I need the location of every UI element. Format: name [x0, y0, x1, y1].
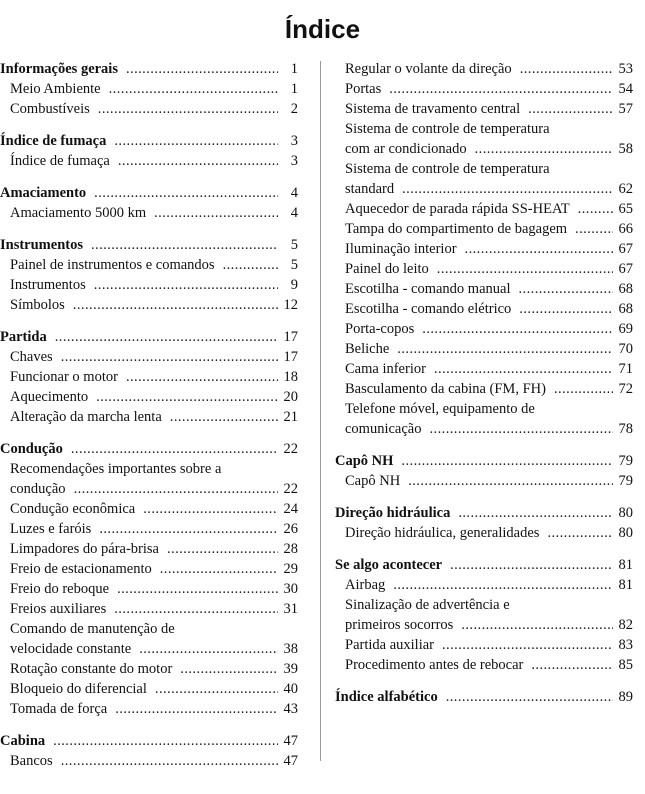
toc-entry-label-line: Comando de manutenção de	[10, 621, 175, 637]
page-number: 67	[618, 241, 633, 257]
toc-entry-label: Freios auxiliares	[10, 601, 107, 617]
toc-section	[335, 503, 633, 543]
toc-entry-partida-auxiliar[interactable]	[335, 635, 633, 655]
dot-leader	[94, 183, 278, 203]
dot-leader	[180, 659, 277, 679]
page-number: 17	[283, 349, 298, 365]
page-number: 69	[618, 321, 633, 337]
toc-entry-iluminacao-interior[interactable]	[335, 239, 633, 259]
toc-section	[0, 731, 298, 771]
dot-leader	[520, 59, 613, 79]
toc-entry-label: condução	[10, 481, 66, 497]
dot-leader	[389, 79, 612, 99]
page-number: 65	[618, 201, 633, 217]
toc-entry-label: Basculamento da cabina (FM, FH)	[345, 381, 546, 397]
dot-leader	[61, 751, 278, 771]
toc-entry-combustiveis[interactable]	[0, 99, 298, 119]
toc-heading-indice-de-fumaca[interactable]	[0, 131, 298, 151]
dot-leader	[475, 139, 613, 159]
toc-entry-label: Tampa do compartimento de bagagem	[345, 221, 568, 237]
toc-entry-limpadores-do-para-brisa[interactable]	[0, 539, 298, 559]
page-number: 80	[618, 505, 633, 521]
toc-entry-basculamento-da-cabina-fm-fh[interactable]	[335, 379, 633, 399]
page-number: 30	[283, 581, 298, 597]
toc-entry-label: Funcionar o motor	[10, 369, 118, 385]
toc-entry-label: Instrumentos	[0, 237, 83, 253]
toc-heading-amaciamento[interactable]	[0, 183, 298, 203]
page-number: 17	[283, 329, 298, 345]
page-number: 66	[618, 221, 633, 237]
dot-leader	[450, 555, 612, 575]
dot-leader	[74, 479, 278, 499]
toc-entry-label: Painel de instrumentos e comandos	[10, 257, 215, 273]
toc-entry-conducao[interactable]	[0, 459, 298, 499]
toc-entry-simbolos[interactable]	[0, 295, 298, 315]
toc-heading-direcao-hidraulica[interactable]	[335, 503, 633, 523]
toc-entry-rotacao-constante-do-motor[interactable]	[0, 659, 298, 679]
page-number: 22	[283, 441, 298, 457]
toc-entry-capo-nh[interactable]	[335, 471, 633, 491]
page-number: 5	[290, 237, 298, 253]
dot-leader	[397, 339, 612, 359]
dot-leader	[115, 699, 277, 719]
page-number: 89	[618, 689, 633, 705]
toc-entry-luzes-e-farois[interactable]	[0, 519, 298, 539]
dot-leader	[139, 639, 277, 659]
toc-entry-aquecimento[interactable]	[0, 387, 298, 407]
toc-entry-freio-do-reboque[interactable]	[0, 579, 298, 599]
toc-heading-instrumentos[interactable]	[0, 235, 298, 255]
dot-leader	[109, 79, 278, 99]
dot-leader	[118, 151, 278, 171]
page-number: 47	[283, 733, 298, 749]
toc-entry-label: Direção hidráulica, generalidades	[345, 525, 540, 541]
page-number: 53	[618, 61, 633, 77]
toc-entry-label: Instrumentos	[10, 277, 86, 293]
dot-leader	[96, 387, 277, 407]
dot-leader	[114, 599, 277, 619]
page-number: 67	[618, 261, 633, 277]
dot-leader	[434, 359, 613, 379]
dot-leader	[61, 347, 278, 367]
toc-entry-label: Sistema de travamento central	[345, 101, 521, 117]
dot-leader	[117, 579, 277, 599]
toc-entry-funcionar-o-motor[interactable]	[0, 367, 298, 387]
toc-entry-label: Procedimento antes de rebocar	[345, 657, 524, 673]
toc-entry-alteracao-da-marcha-lenta[interactable]	[0, 407, 298, 427]
page-number: 80	[618, 525, 633, 541]
toc-entry-tampa-do-compartimento-de-bagagem[interactable]	[335, 219, 633, 239]
toc-heading-informacoes-gerais[interactable]	[0, 59, 298, 79]
toc-entry-label: Escotilha - comando manual	[345, 281, 511, 297]
toc-entry-label-line: Sinalização de advertência e	[345, 597, 510, 613]
toc-entry-label: Informações gerais	[0, 61, 118, 77]
dot-leader	[167, 539, 278, 559]
toc-entry-painel-do-leito[interactable]	[335, 259, 633, 279]
toc-entry-label: Cabina	[0, 733, 46, 749]
toc-entry-label: Freio de estacionamento	[10, 561, 152, 577]
dot-leader	[71, 439, 278, 459]
page-number: 3	[290, 133, 298, 149]
page-number: 79	[618, 453, 633, 469]
page-number: 70	[618, 341, 633, 357]
dot-leader	[94, 275, 278, 295]
toc-entry-label: Tomada de força	[10, 701, 108, 717]
toc-entry-label: Freio do reboque	[10, 581, 110, 597]
toc-entry-label: Airbag	[345, 577, 386, 593]
toc-entry-label: standard	[345, 181, 395, 197]
page-number: 71	[618, 361, 633, 377]
page-number: 9	[290, 277, 298, 293]
toc-entry-label: Partida auxiliar	[345, 637, 434, 653]
toc-entry-label: Luzes e faróis	[10, 521, 92, 537]
toc-entry-label: Bancos	[10, 753, 53, 769]
dot-leader	[99, 519, 277, 539]
toc-entry-label-line: Telefone móvel, equipamento de	[345, 401, 535, 417]
toc-heading-partida[interactable]	[0, 327, 298, 347]
toc-entry-label-line: Recomendações importantes sobre a	[10, 461, 222, 477]
toc-entry-instrumentos[interactable]	[0, 275, 298, 295]
toc-entry-label: Cama inferior	[345, 361, 426, 377]
toc-heading-conducao[interactable]	[0, 439, 298, 459]
page-number: 4	[290, 185, 298, 201]
page-number: 31	[283, 601, 298, 617]
dot-leader	[154, 203, 278, 223]
toc-entry-label: Aquecimento	[10, 389, 89, 405]
page-number: 58	[618, 141, 633, 157]
toc-entry-freios-auxiliares[interactable]	[0, 599, 298, 619]
toc-entry-label: Bloqueio do diferencial	[10, 681, 147, 697]
page-number: 5	[290, 257, 298, 273]
toc-entry-portas[interactable]	[335, 79, 633, 99]
dot-leader	[578, 199, 613, 219]
dot-leader	[437, 259, 613, 279]
dot-leader	[442, 635, 613, 655]
toc-entry-label: Símbolos	[10, 297, 65, 313]
page-number: 1	[290, 61, 298, 77]
page-number: 12	[283, 297, 298, 313]
page-number: 21	[283, 409, 298, 425]
page-number: 62	[618, 181, 633, 197]
toc-entry-label: Capô NH	[345, 473, 401, 489]
page-number: 38	[283, 641, 298, 657]
toc-entry-bloqueio-do-diferencial[interactable]	[0, 679, 298, 699]
toc-entry-label: Amaciamento	[0, 185, 87, 201]
page-number: 40	[283, 681, 298, 697]
toc-entry-label: primeiros socorros	[345, 617, 454, 633]
toc-entry-painel-de-instrumentos-e-comandos[interactable]	[0, 255, 298, 275]
toc-entry-beliche[interactable]	[335, 339, 633, 359]
dot-leader	[401, 451, 612, 471]
toc-entry-bancos[interactable]	[0, 751, 298, 771]
dot-leader	[393, 575, 612, 595]
toc-entry-sistema-de-travamento-central[interactable]	[335, 99, 633, 119]
page-number: 29	[283, 561, 298, 577]
toc-entry-label: Índice de fumaça	[0, 133, 107, 149]
page-number: 81	[618, 577, 633, 593]
toc-heading-cabina[interactable]	[0, 731, 298, 751]
toc-entry-label: Rotação constante do motor	[10, 661, 173, 677]
toc-entry-procedimento-antes-de-rebocar[interactable]	[335, 655, 633, 675]
toc-entry-escotilha-comando-manual[interactable]	[335, 279, 633, 299]
page-number: 68	[618, 281, 633, 297]
page-number: 79	[618, 473, 633, 489]
dot-leader	[458, 503, 612, 523]
dot-leader	[126, 367, 278, 387]
dot-leader	[465, 239, 613, 259]
dot-leader	[114, 131, 278, 151]
toc-entry-label: Índice alfabético	[335, 689, 438, 705]
toc-entry-label: Meio Ambiente	[10, 81, 101, 97]
toc-entry-label: com ar condicionado	[345, 141, 467, 157]
page-number: 4	[290, 205, 298, 221]
toc-section	[0, 327, 298, 427]
page-number: 18	[283, 369, 298, 385]
toc-entry-label: Se algo acontecer	[335, 557, 443, 573]
toc-entry-label: Chaves	[10, 349, 53, 365]
dot-leader	[223, 255, 278, 275]
toc-right-column	[335, 59, 633, 719]
page-number: 47	[283, 753, 298, 769]
toc-entry-label: Direção hidráulica	[335, 505, 451, 521]
page-number: 1	[290, 81, 298, 97]
dot-leader	[519, 299, 612, 319]
toc-entry-amaciamento-5000-km[interactable]	[0, 203, 298, 223]
toc-entry-label: Condução econômica	[10, 501, 136, 517]
dot-leader	[461, 615, 612, 635]
toc-entry-freio-de-estacionamento[interactable]	[0, 559, 298, 579]
toc-entry-label: Aquecedor de parada rápida SS-HEAT	[345, 201, 570, 217]
toc-entry-label: Capô NH	[335, 453, 394, 469]
toc-entry-label: Amaciamento 5000 km	[10, 205, 147, 221]
toc-section	[335, 687, 633, 707]
page-number: 85	[618, 657, 633, 673]
toc-entry-velocidade-constante[interactable]	[0, 619, 298, 659]
toc-entry-regular-o-volante-da-direcao[interactable]	[335, 59, 633, 79]
toc-section	[0, 183, 298, 223]
page-number: 43	[283, 701, 298, 717]
toc-entry-airbag[interactable]	[335, 575, 633, 595]
toc-entry-label: Combustíveis	[10, 101, 90, 117]
dot-leader	[126, 59, 278, 79]
dot-leader	[91, 235, 278, 255]
dot-leader	[531, 655, 612, 675]
toc-entry-meio-ambiente[interactable]	[0, 79, 298, 99]
toc-entry-label: Regular o volante da direção	[345, 61, 512, 77]
dot-leader	[160, 559, 278, 579]
toc-entry-cama-inferior[interactable]	[335, 359, 633, 379]
toc-entry-label: comunicação	[345, 421, 422, 437]
toc-section	[0, 131, 298, 171]
page-number: 72	[618, 381, 633, 397]
toc-entry-tomada-de-forca[interactable]	[0, 699, 298, 719]
page-number: 22	[283, 481, 298, 497]
toc-entry-chaves[interactable]	[0, 347, 298, 367]
page-number: 3	[290, 153, 298, 169]
toc-entry-escotilha-comando-eletrico[interactable]	[335, 299, 633, 319]
dot-leader	[528, 99, 612, 119]
page-number: 39	[283, 661, 298, 677]
toc-entry-label: Iluminação interior	[345, 241, 457, 257]
dot-leader	[430, 419, 613, 439]
dot-leader	[547, 523, 612, 543]
toc-entry-direcao-hidraulica-generalidades[interactable]	[335, 523, 633, 543]
page-number: 83	[618, 637, 633, 653]
dot-leader	[446, 687, 613, 707]
dot-leader	[73, 295, 278, 315]
dot-leader	[53, 731, 277, 751]
toc-entry-label: Portas	[345, 81, 382, 97]
page-number: 68	[618, 301, 633, 317]
toc-section	[335, 451, 633, 491]
toc-entry-indice-de-fumaca[interactable]	[0, 151, 298, 171]
column-divider	[320, 61, 321, 761]
toc-entry-aquecedor-de-parada-rapida-ss-heat[interactable]	[335, 199, 633, 219]
page-number: 78	[618, 421, 633, 437]
toc-left-column	[0, 59, 298, 783]
toc-entry-standard[interactable]	[335, 159, 633, 199]
toc-entry-label: Índice de fumaça	[10, 153, 110, 169]
toc-entry-porta-copos[interactable]	[335, 319, 633, 339]
dot-leader	[155, 679, 278, 699]
toc-entry-label: Porta-copos	[345, 321, 415, 337]
toc-entry-label: Partida	[0, 329, 47, 345]
toc-entry-label-line: Sistema de controle de temperatura	[345, 161, 550, 177]
toc-entry-conducao-economica[interactable]	[0, 499, 298, 519]
toc-entry-comunicacao[interactable]	[335, 399, 633, 439]
page-number: 24	[283, 501, 298, 517]
page-number: 28	[283, 541, 298, 557]
page-number: 54	[618, 81, 633, 97]
dot-leader	[98, 99, 278, 119]
dot-leader	[55, 327, 278, 347]
page-title: Índice	[284, 14, 361, 44]
dot-leader	[402, 179, 612, 199]
toc-entry-label: Painel do leito	[345, 261, 429, 277]
toc-entry-label: velocidade constante	[10, 641, 132, 657]
page-number: 26	[283, 521, 298, 537]
toc-section	[335, 555, 633, 675]
toc-entry-label: Escotilha - comando elétrico	[345, 301, 512, 317]
dot-leader	[143, 499, 277, 519]
dot-leader	[575, 219, 612, 239]
dot-leader	[408, 471, 612, 491]
page-number: 2	[290, 101, 298, 117]
toc-heading-indice-alfabetico[interactable]	[335, 687, 633, 707]
toc-entry-com-ar-condicionado[interactable]	[335, 119, 633, 159]
toc-section	[0, 59, 298, 119]
toc-heading-se-algo-acontecer[interactable]	[335, 555, 633, 575]
toc-entry-label: Alteração da marcha lenta	[10, 409, 162, 425]
dot-leader	[170, 407, 278, 427]
dot-leader	[422, 319, 612, 339]
dot-leader	[519, 279, 613, 299]
toc-entry-label: Condução	[0, 441, 63, 457]
toc-section	[335, 59, 633, 439]
toc-entry-label: Limpadores do pára-brisa	[10, 541, 159, 557]
toc-entry-label-line: Sistema de controle de temperatura	[345, 121, 550, 137]
page-number: 81	[618, 557, 633, 573]
toc-entry-label: Beliche	[345, 341, 390, 357]
toc-heading-capo-nh[interactable]	[335, 451, 633, 471]
toc-section	[0, 235, 298, 315]
toc-section	[0, 439, 298, 719]
page-number: 57	[618, 101, 633, 117]
page-number: 20	[283, 389, 298, 405]
toc-entry-primeiros-socorros[interactable]	[335, 595, 633, 635]
dot-leader	[554, 379, 613, 399]
page-number: 82	[618, 617, 633, 633]
